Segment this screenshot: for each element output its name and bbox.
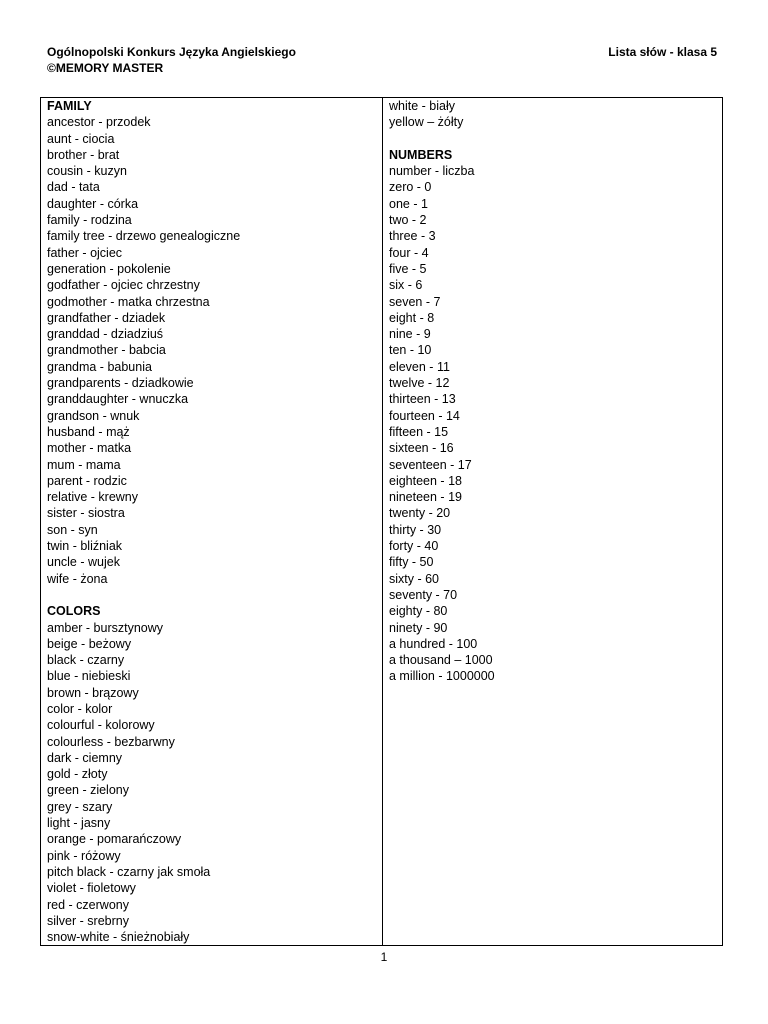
- vocabulary-entry: twelve - 12: [389, 376, 450, 391]
- vocabulary-entry: brown - brązowy: [47, 685, 139, 700]
- vocabulary-entry: a thousand – 1000: [389, 653, 493, 668]
- vocabulary-entry: ancestor - przodek: [47, 115, 151, 130]
- vocabulary-entry: green - zielony: [47, 783, 129, 798]
- vocabulary-entry: dad - tata: [47, 180, 100, 195]
- vocabulary-entry: nine - 9: [389, 327, 431, 342]
- vocabulary-entry: sixty - 60: [389, 571, 440, 586]
- vocabulary-entry: colourful - kolorowy: [47, 718, 155, 733]
- vocabulary-entry: eleven - 11: [389, 359, 450, 374]
- contest-title: Ogólnopolski Konkurs Języka Angielskiego: [47, 45, 296, 59]
- vocabulary-entry: six - 6: [389, 278, 423, 293]
- vocabulary-entry: zero - 0: [389, 180, 432, 195]
- vocabulary-entry: two - 2: [389, 213, 427, 228]
- vocabulary-entry: ten - 10: [389, 343, 432, 358]
- vocabulary-entry: five - 5: [389, 261, 427, 276]
- vocabulary-entry: amber - bursztynowy: [47, 620, 164, 635]
- vocabulary-entry: black - czarny: [47, 653, 125, 668]
- vocabulary-entry: silver - srebrny: [47, 913, 129, 928]
- vocabulary-entry: yellow – żółty: [389, 115, 464, 130]
- vocabulary-entry: relative - krewny: [47, 490, 138, 505]
- spacer-row: [389, 131, 719, 147]
- vocabulary-entry: godmother - matka chrzestna: [47, 294, 210, 309]
- vocabulary-entry: granddad - dziadziuś: [47, 327, 164, 342]
- vocabulary-entry: seven - 7: [389, 294, 441, 309]
- left-column: [47, 98, 377, 945]
- vocabulary-entry: godfather - ojciec chrzestny: [47, 278, 200, 293]
- vocabulary-entry: light - jasny: [47, 816, 111, 831]
- brand-name: ©MEMORY MASTER: [47, 61, 164, 75]
- vocabulary-entry: father - ojciec: [47, 245, 123, 260]
- vocabulary-entry: uncle - wujek: [47, 555, 120, 570]
- vocabulary-entry: grandma - babunia: [47, 359, 152, 374]
- vocabulary-entry: orange - pomarańczowy: [47, 832, 182, 847]
- vocabulary-entry: pitch black - czarny jak smoła: [47, 864, 211, 879]
- vocabulary-entry: number - liczba: [389, 164, 475, 179]
- spacer-row: [47, 587, 377, 603]
- column-divider: [382, 98, 383, 945]
- vocabulary-entry: cousin - kuzyn: [47, 164, 127, 179]
- vocabulary-entry: one - 1: [389, 196, 428, 211]
- vocabulary-entry: wife - żona: [47, 571, 108, 586]
- vocabulary-entry: family - rodzina: [47, 213, 132, 228]
- vocabulary-entry: pink - różowy: [47, 848, 121, 863]
- vocabulary-entry: beige - beżowy: [47, 636, 132, 651]
- vocabulary-entry: generation - pokolenie: [47, 261, 171, 276]
- vocabulary-entry: sister - siostra: [47, 506, 125, 521]
- section-heading: NUMBERS: [389, 147, 453, 162]
- vocabulary-entry: sixteen - 16: [389, 441, 454, 456]
- vocabulary-entry: a million - 1000000: [389, 669, 495, 684]
- vocabulary-entry: grandmother - babcia: [47, 343, 166, 358]
- vocabulary-entry: violet - fioletowy: [47, 881, 136, 896]
- vocabulary-entry: son - syn: [47, 522, 98, 537]
- vocabulary-entry: granddaughter - wnuczka: [47, 392, 189, 407]
- vocabulary-entry: red - czerwony: [47, 897, 129, 912]
- vocabulary-entry: fifteen - 15: [389, 424, 449, 439]
- vocabulary-entry: husband - mąż: [47, 424, 130, 439]
- vocabulary-entry: blue - niebieski: [47, 669, 131, 684]
- vocabulary-entry: thirty - 30: [389, 522, 442, 537]
- word-list-table: [40, 97, 723, 946]
- vocabulary-entry: white - biały: [389, 99, 455, 113]
- vocabulary-entry: seventeen - 17: [389, 457, 472, 472]
- vocabulary-entry: mum - mama: [47, 457, 121, 472]
- vocabulary-entry: twin - bliźniak: [47, 539, 123, 554]
- vocabulary-entry: daughter - córka: [47, 196, 139, 211]
- vocabulary-entry: nineteen - 19: [389, 490, 462, 505]
- vocabulary-entry: grey - szary: [47, 799, 113, 814]
- document-header: [47, 44, 296, 76]
- section-heading: FAMILY: [47, 99, 92, 113]
- vocabulary-entry: fourteen - 14: [389, 408, 460, 423]
- vocabulary-entry: dark - ciemny: [47, 750, 123, 765]
- vocabulary-entry: eighty - 80: [389, 604, 448, 619]
- vocabulary-entry: parent - rodzic: [47, 473, 127, 488]
- vocabulary-entry: snow-white - śnieżnobiały: [47, 930, 190, 945]
- section-heading: COLORS: [47, 604, 101, 619]
- vocabulary-entry: eight - 8: [389, 310, 435, 325]
- right-column: [389, 98, 719, 685]
- vocabulary-entry: fifty - 50: [389, 555, 434, 570]
- vocabulary-entry: a hundred - 100: [389, 636, 478, 651]
- vocabulary-entry: color - kolor: [47, 701, 113, 716]
- vocabulary-entry: aunt - ciocia: [47, 131, 115, 146]
- vocabulary-entry: seventy - 70: [389, 587, 458, 602]
- vocabulary-entry: thirteen - 13: [389, 392, 456, 407]
- vocabulary-entry: grandson - wnuk: [47, 408, 140, 423]
- page-number: 1: [380, 950, 388, 964]
- vocabulary-entry: brother - brat: [47, 147, 120, 162]
- vocabulary-entry: twenty - 20: [389, 506, 451, 521]
- vocabulary-entry: four - 4: [389, 245, 429, 260]
- vocabulary-entry: eighteen - 18: [389, 473, 462, 488]
- vocabulary-entry: grandparents - dziadkowie: [47, 376, 194, 391]
- vocabulary-entry: three - 3: [389, 229, 436, 244]
- vocabulary-entry: ninety - 90: [389, 620, 448, 635]
- vocabulary-entry: colourless - bezbarwny: [47, 734, 175, 749]
- vocabulary-entry: forty - 40: [389, 539, 439, 554]
- vocabulary-entry: grandfather - dziadek: [47, 310, 166, 325]
- vocabulary-entry: family tree - drzewo genealogiczne: [47, 229, 241, 244]
- list-label: Lista słów - klasa 5: [608, 45, 717, 59]
- vocabulary-entry: mother - matka: [47, 441, 132, 456]
- vocabulary-entry: gold - złoty: [47, 767, 108, 782]
